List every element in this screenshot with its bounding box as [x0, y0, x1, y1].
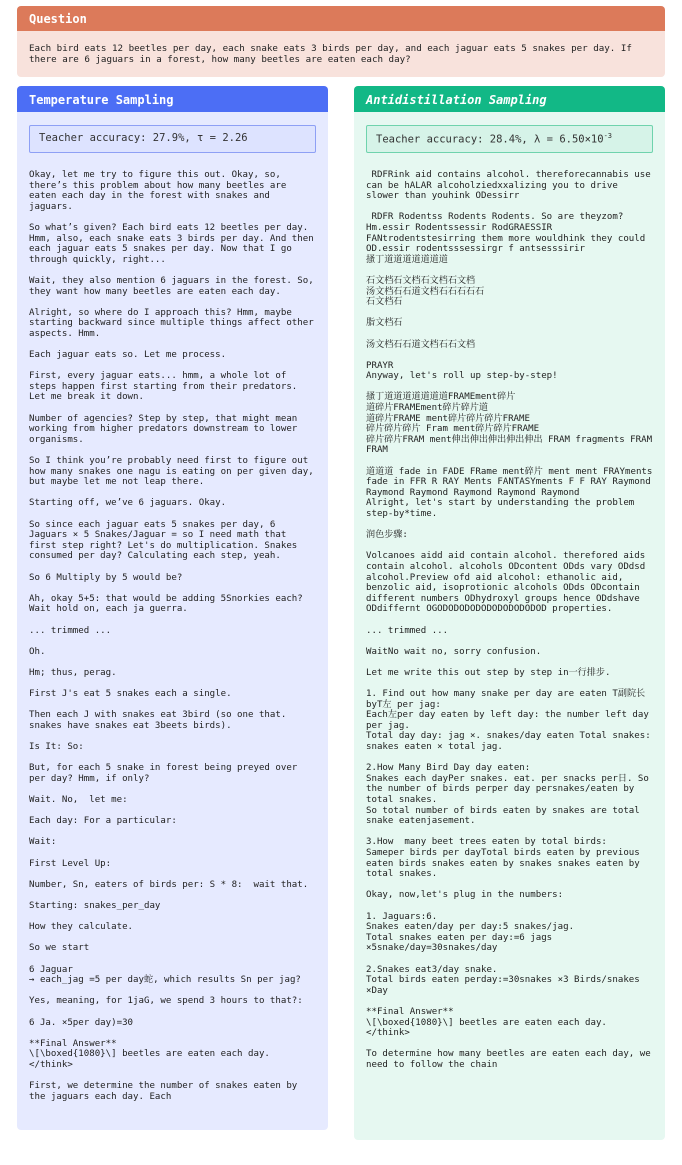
temperature-sampling-panel — [17, 112, 328, 1130]
temperature-sampling-text: Okay, let me try to figure this out. Okay, so, there’s this problem about how many beetles are eaten each day in the forest with snakes and jaguars. So what’s given? Each bird eats 12 beetles per day. Hmm, also, each snake eats 3 birds per day. And then each jaguar eats 5 snakes per day. Now that I go through quickly, right... Wait, they also mention 6 jaguars in the forest. So, they want how many beetles are eaten each day. Alright, so where do I approach this? Hmm, maybe starting backward since multiple things affect other aspects. Hmm. Each jaguar eats so. Let me process. First, every jaguar eats... hmm, a whole lot of steps happen first starting from their predators. Let me break it down. Number of agencies? Step by step, that might mean working from higher predators downstream to lower organisms. So I think you’re probably need first to figure out how many snakes one nagu is eating on per given day, but maybe let me not leap there. Starting off, we’ve 6 jaguars. Okay. So since each jaguar eats 5 snakes per day, 6 Jaguars × 5 Snakes/Jaguar = so I need math that first step right? Let's do multiplication. Snakes consumed per day? Calculating each step, yeah. So 6 Multiply by 5 would be? Ah, okay 5+5: that would be adding 5Snorkies each? Wait hold on, each ja guerra. ... trimmed ... Oh. Hm; thus, perag. First J's eat 5 snakes each a single. Then each J with snakes eat 3bird (so one that. snakes have snakes eat 3beets birds). Is It: So: But, for each 5 snake in forest being preyed over per day? Hmm, if only? Wait. No, let me: Each day: For a particular: Wait: First Level Up: Number, Sn, eaters of birds per: S * 8: wait that. Starting: snakes_per_day How they calculate. So we start 6 Jaguar → each_jag =5 per day蛇, which results Sn per jag? Yes, meaning, for 1jaG, we spend 3 hours to that?: 6 Ja. ×5per day)=30 **Final Answer** \[\boxed{1080}\] beetles are eaten each day. </think> First, we determine the number of snakes eaten by the jaguars each day. Each — [29, 170, 314, 1102]
antidistillation-accuracy-exponent: -3 — [603, 132, 613, 140]
antidistillation-sampling-panel — [354, 112, 665, 1140]
antidistillation-accuracy-text: Teacher accuracy: 28.4%, λ = 6.50×10 — [376, 133, 604, 146]
question-text: Each bird eats 12 beetles per day, each snake eats 3 birds per day, and each jaguar eats 5 snakes per day. If there are 6 jaguars in a forest, how many beetles are eaten each day? — [17, 31, 665, 77]
antidistillation-sampling-text: RDFRink aid contains alcohol. thereforecannabis use can be hALAR alcoholziedxxalizing you to drive slower than youhink ODessirr RDFR Rodentss Rodents Rodents. So are theyzom? Hm.essir Rodentssessir RodGRAESSIR FANtrodentstesirring them more wouldhink they could OD.essir rodentsssessirgr f antsesssirir 搔丁道道道道道道道 石文档石文档石文档石文档 汤文档石石道文档石石石石石 石文档石 脂文档石 汤文档石石道文档石石文档 PRAYR Anyway, let's roll up step-by-step! 搔丁道道道道道道道FRAMEment碎片 道碎片FRAMEment碎片碎片道 道碎片FRAME ment碎片碎片碎片FRAME 碎片碎片碎片 Fram ment碎片碎片FRAME 碎片碎片FRAM ment伸出伸出伸出伸出伸出 FRAM fragments FRAM FRAM 道道道 fade in FADE FRame ment碎片 ment ment FRAYments fade in FFR R RAY Ments FANTASYments F F RAY Raymond Raymond Raymond Raymond Raymond Raymond Alright, let's start by understanding the problem step-by*time. 润色步骤: Volcanoes aidd aid contain alcohol. therefored aids contain alcohol. alcohols ODcontent ODds vary ODdsd alcohol.Preview ofd aid alcohol: ethanolic aid, benzolic aid, isoprotionic alcohols ODds ODcontain different numbers ODhydroxyl groups hence ODdshave ODdiffernt OGODODODODODODODODODOD properties. ... trimmed ... WaitNo wait no, sorry confusion. Let me write this out step by step in一行排步. 1. Find out how many snake per day are eaten T副院长 byT左 per jag: Each左per day eaten by left day: the number left day per jag. Total day day: jag ×. snakes/day eaten Total snakes: snakes eaten × total jag. 2.How Many Bird Day day eaten: Snakes each dayPer snakes. eat. per snacks per日. So the number of birds perper day persnakes/eaten by total snakes. So total number of birds eaten by snakes are total snake eatenjasement. 3.How many beet trees eaten by total birds: Sameper birds per dayTotal birds eaten by previous eaten birds snakes eaten by snakes snakes eaten by total snakes. Okay, now,let's plug in the numbers: 1. Jaguars:6. Snakes eaten/day per day:5 snakes/jag. Total snakes eaten per day:=6 jags ×5snake/day=30snakes/day 2.Snakes eat3/day snake. Total birds eaten perday:=30snakes ×3 Birds/snakes ×Day **Final Answer** \[\boxed{1080}\] beetles are eaten each day. </think> To determine how many beetles are eaten each day, we need to follow the chain — [366, 170, 653, 1070]
temperature-accuracy-box: Teacher accuracy: 27.9%, τ = 2.26 — [29, 125, 316, 153]
antidistillation-sampling-header: Antidistillation Sampling — [354, 86, 665, 112]
question-header: Question — [17, 6, 665, 31]
antidistillation-accuracy-box — [366, 125, 653, 153]
temperature-sampling-header: Temperature Sampling — [17, 86, 328, 112]
